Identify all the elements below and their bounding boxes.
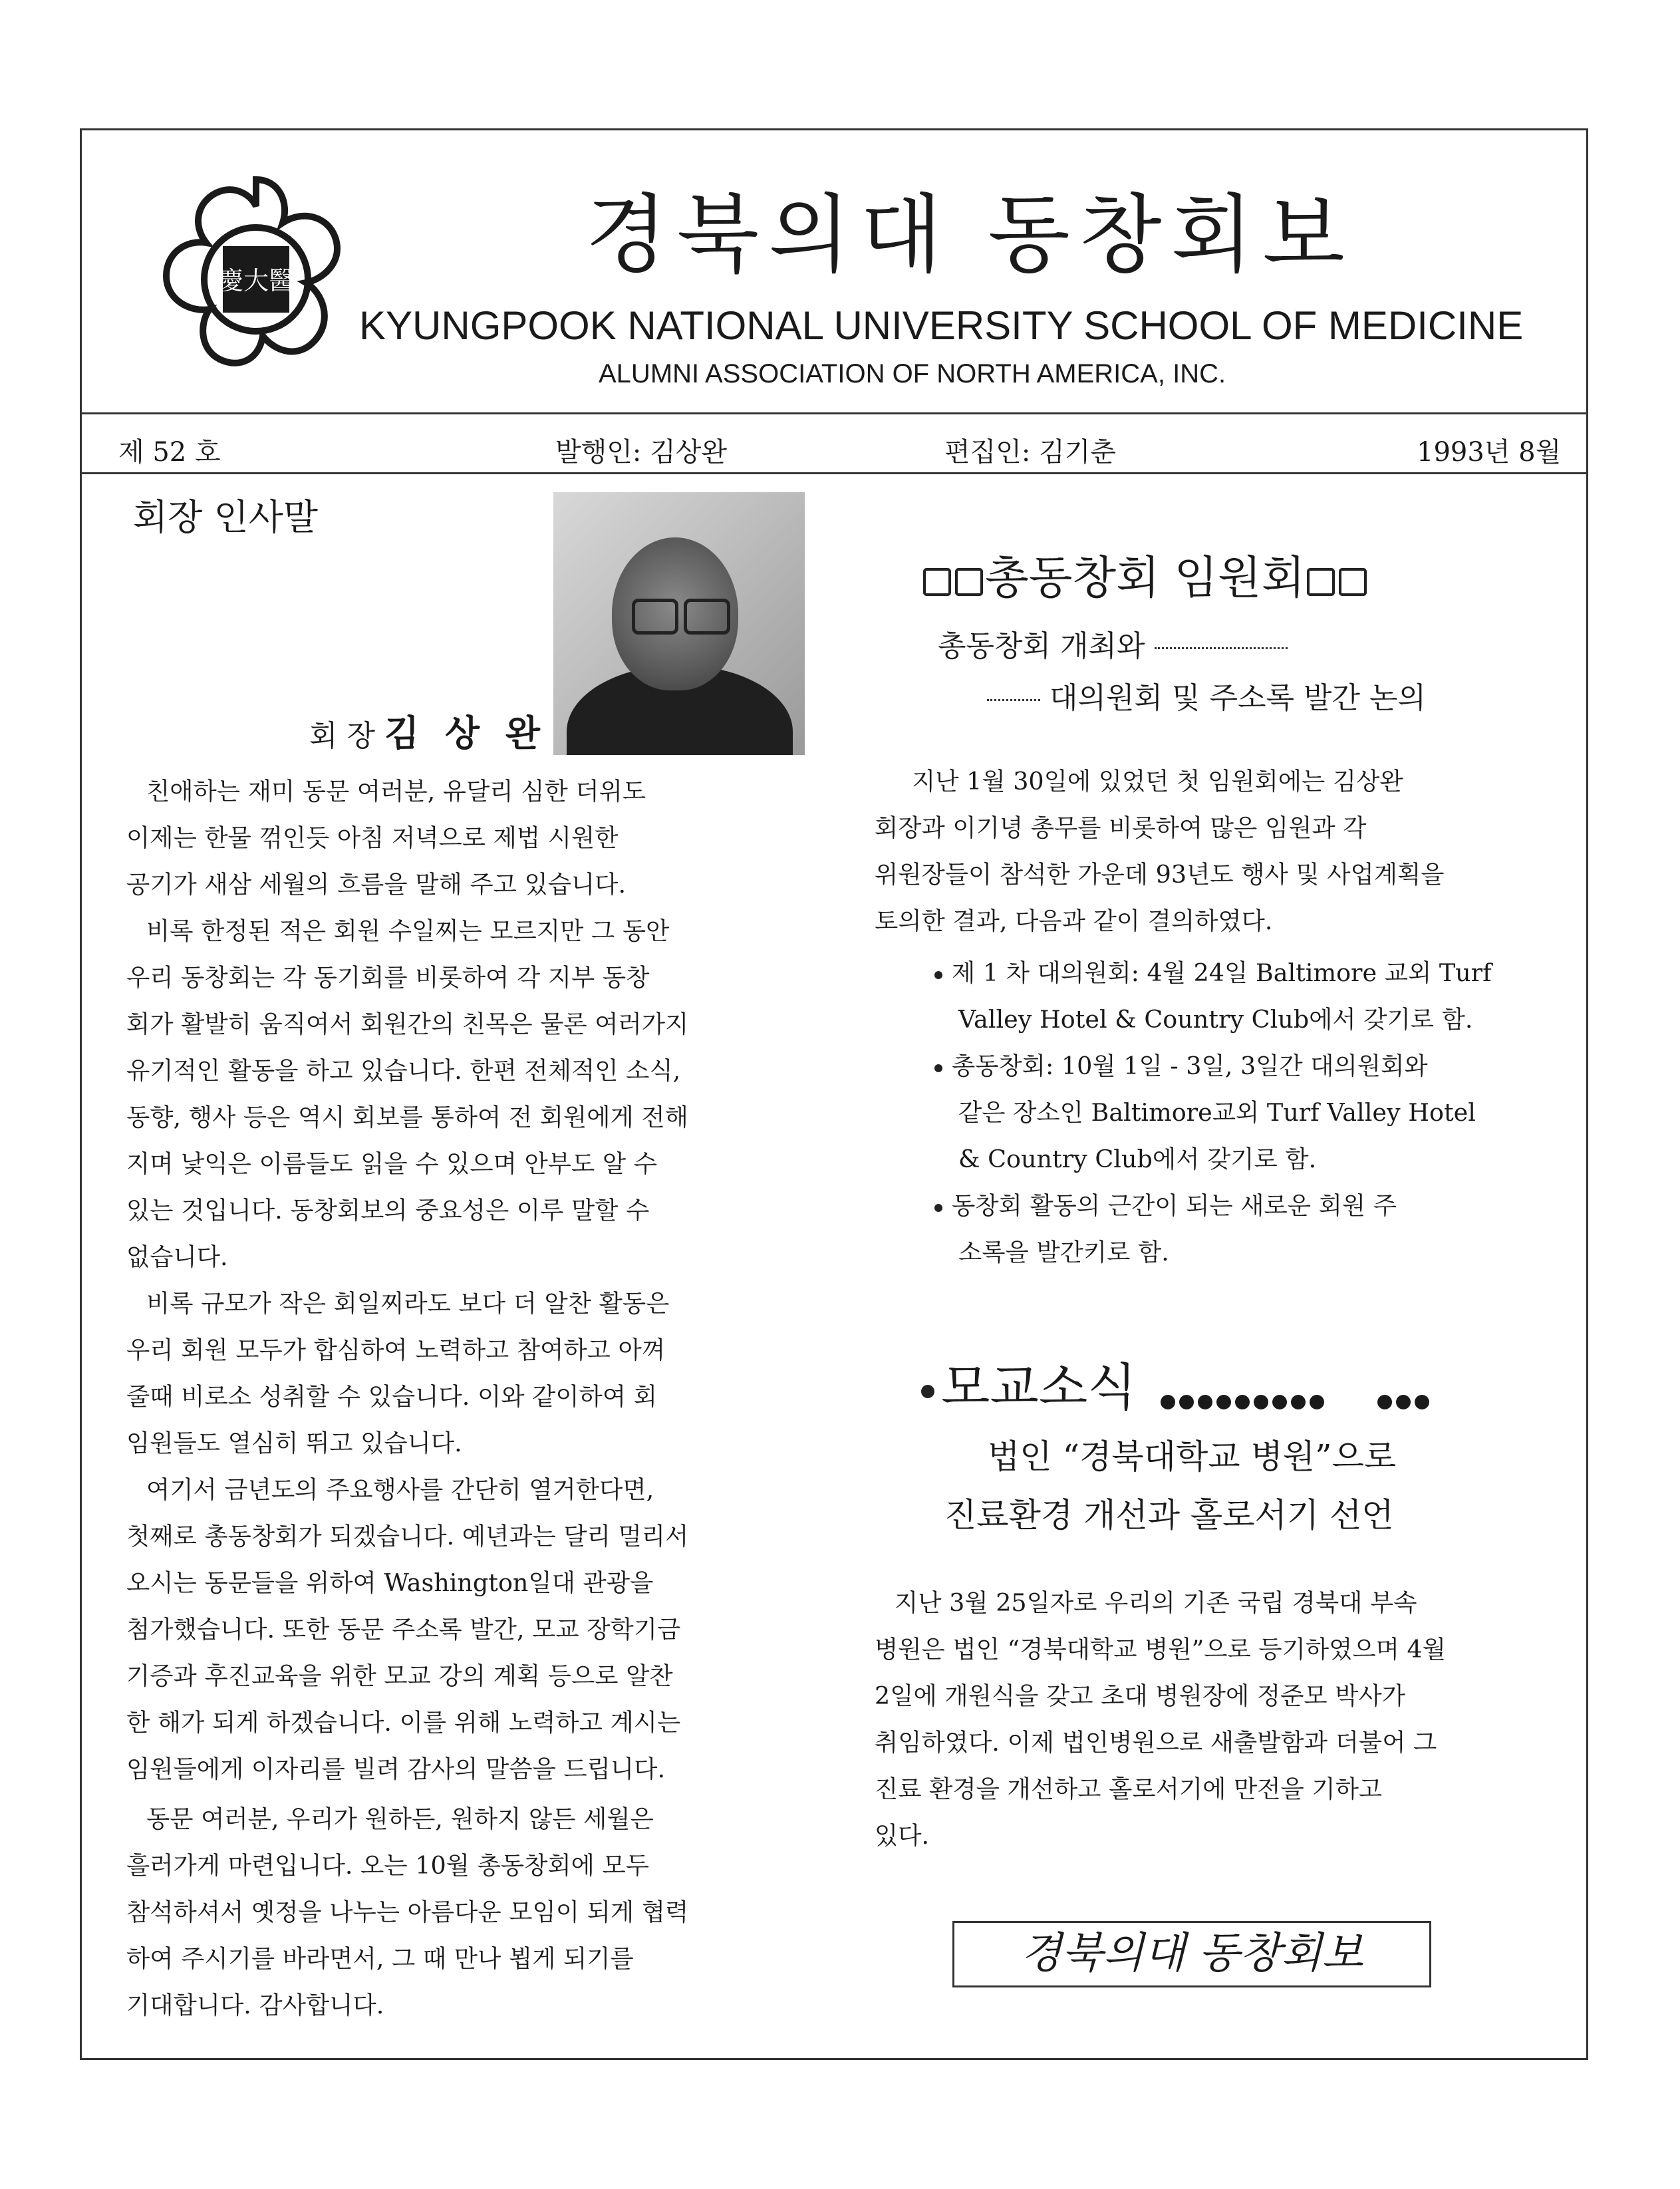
institution-name: KYUNGPOOK NATIONAL UNIVERSITY SCHOOL OF MEDICINE xyxy=(359,303,1524,348)
greeting-paragraph xyxy=(126,1796,791,2029)
author-title: 회 장 xyxy=(309,719,375,753)
bullet-icon xyxy=(934,971,942,979)
school-news-line: 취임하였다. 이제 법인병원으로 새출발함과 더불어 그 xyxy=(875,1728,1437,1757)
greeting-line: 비록 한정된 적은 회원 수일찌는 모르지만 그 동안 xyxy=(146,917,670,945)
officers-subtitle-1: 총동창회 개최와 xyxy=(938,622,1297,664)
greeting-paragraph xyxy=(126,1467,791,1793)
resolution-item xyxy=(934,1043,1476,1183)
greeting-line: 하여 주시기를 바라면서, 그 때 만나 뵙게 되기를 xyxy=(126,1944,634,1973)
greeting-line: 흘러가게 마련입니다. 오는 10월 총동창회에 모두 xyxy=(126,1851,649,1880)
greeting-paragraph xyxy=(126,768,791,908)
newsletter-stamp: 경북의대 동창회보 xyxy=(952,1921,1431,1987)
greeting-line: 기증과 후진교육을 위한 모교 강의 계획 등으로 알찬 xyxy=(126,1662,673,1690)
greeting-paragraph xyxy=(126,1280,791,1467)
author-name: 김 상 완 xyxy=(384,712,547,754)
greeting-author xyxy=(309,705,547,756)
greeting-line: 임원들도 열심히 뛰고 있습니다. xyxy=(126,1429,462,1457)
bullet-icon xyxy=(934,1204,942,1212)
school-news-title: 모교소식 xyxy=(921,1347,1433,1421)
resolution-line: & Country Club에서 갖기로 함. xyxy=(958,1145,1317,1173)
resolution-line: 제 1 차 대의원회: 4월 24일 Baltimore 교외 Turf xyxy=(952,958,1492,987)
greeting-line: 지며 낯익은 이름들도 읽을 수 있으며 안부도 알 수 xyxy=(126,1149,657,1178)
issue-date: 1993년 8월 xyxy=(1417,437,1562,468)
greeting-line: 우리 회원 모두가 합심하여 노력하고 참여하고 아껴 xyxy=(126,1336,666,1364)
bullet-icon xyxy=(934,1064,942,1072)
greeting-line: 이제는 한물 꺾인듯 아침 저녁으로 제법 시원한 xyxy=(126,823,619,852)
greeting-line: 우리 동창회는 각 동기회를 비롯하여 각 지부 동창 xyxy=(126,963,650,992)
resolution-line: 소록을 발간키로 함. xyxy=(958,1238,1169,1266)
greeting-line: 유기적인 활동을 하고 있습니다. 한편 전체적인 소식, xyxy=(126,1056,681,1085)
school-news-line: 병원은 법인 “경북대학교 병원”으로 등기하였으며 4월 xyxy=(875,1635,1446,1664)
officers-intro-line: 위원장들이 참석한 가운데 93년도 행사 및 사업계획을 xyxy=(875,860,1445,889)
university-emblem-logo xyxy=(146,166,366,386)
officers-intro xyxy=(875,758,1546,945)
editor: 편집인: 김기춘 xyxy=(944,437,1117,468)
greeting-line: 여기서 금년도의 주요행사를 간단히 열거한다면, xyxy=(146,1475,654,1504)
resolution-item xyxy=(934,1183,1397,1276)
greeting-line: 동문 여러분, 우리가 원하든, 원하지 않든 세월은 xyxy=(146,1805,654,1833)
greeting-line: 회가 활발히 움직여서 회원간의 친목은 물론 여러가지 xyxy=(126,1010,689,1038)
greeting-line: 친애하는 재미 동문 여러분, 유달리 심한 더위도 xyxy=(146,777,646,805)
greeting-line: 오시는 동문들을 위하여 Washington일대 관광을 xyxy=(126,1568,654,1597)
greeting-line: 첨가했습니다. 또한 동문 주소록 발간, 모교 장학기금 xyxy=(126,1615,681,1644)
officers-intro-line: 토의한 결과, 다음과 같이 결의하였다. xyxy=(875,907,1273,935)
officers-intro-line: 회장과 이기녕 총무를 비롯하여 많은 임원과 각 xyxy=(875,813,1367,842)
officers-section-title: 총동창회 임원회 xyxy=(921,542,1369,607)
president-photo xyxy=(553,492,805,755)
greeting-line: 참석하셔서 옛정을 나누는 아름다운 모임이 되게 협력 xyxy=(126,1898,689,1926)
meta-divider xyxy=(80,472,1588,474)
greeting-paragraph xyxy=(126,908,791,1280)
greeting-line: 동향, 행사 등은 역시 회보를 통하여 전 회원에게 전해 xyxy=(126,1103,688,1131)
issue-number: 제 52 호 xyxy=(118,437,221,468)
resolution-line: 동창회 활동의 근간이 되는 새로운 회원 주 xyxy=(952,1191,1397,1220)
newsletter-title: 경북의대 동창회보 xyxy=(585,186,1354,285)
greeting-line: 공기가 새삼 세월의 흐름을 말해 주고 있습니다. xyxy=(126,870,627,899)
school-news-line: 있다. xyxy=(875,1821,930,1850)
school-news-line: 진료 환경을 개선하고 홀로서기에 만전을 기하고 xyxy=(875,1775,1383,1803)
resolution-line: Valley Hotel & Country Club에서 갖기로 함. xyxy=(958,1005,1473,1034)
greeting-line: 첫째로 총동창회가 되겠습니다. 예년과는 달리 멀리서 xyxy=(126,1522,689,1550)
school-news-subtitle-1: 법인 “경북대학교 병원”으로 xyxy=(988,1437,1397,1476)
resolution-line: 같은 장소인 Baltimore교외 Turf Valley Hotel xyxy=(958,1098,1476,1127)
school-news-subtitle-2: 진료환경 개선과 홀로서기 선언 xyxy=(944,1496,1394,1534)
association-name: ALUMNI ASSOCIATION OF NORTH AMERICA, INC. xyxy=(599,359,1226,388)
logo-glyphs: 慶大醫 xyxy=(217,266,295,295)
greeting-heading: 회장 인사말 xyxy=(133,496,318,538)
school-news-body xyxy=(875,1580,1546,1859)
greeting-line: 한 해가 되게 하겠습니다. 이를 위해 노력하고 계시는 xyxy=(126,1708,681,1737)
officers-intro-line: 지난 1월 30일에 있었던 첫 임원회에는 김상완 xyxy=(912,767,1403,796)
publisher: 발행인: 김상완 xyxy=(555,437,728,468)
resolution-line: 총동창회: 10월 1일 - 3일, 3일간 대의원회와 xyxy=(952,1052,1428,1080)
greeting-line: 없습니다. xyxy=(126,1242,228,1271)
masthead-divider xyxy=(80,412,1588,414)
greeting-line: 비록 규모가 작은 회일찌라도 보다 더 알찬 활동은 xyxy=(146,1289,670,1318)
school-news-line: 2일에 개원식을 갖고 초대 병원장에 정준모 박사가 xyxy=(875,1681,1406,1710)
resolution-item xyxy=(934,950,1492,1043)
school-news-line: 지난 3월 25일자로 우리의 기존 국립 경북대 부속 xyxy=(895,1588,1417,1617)
officers-subtitle-2: 대의원회 및 주소록 발간 논의 xyxy=(978,674,1426,716)
greeting-line: 기대합니다. 감사합니다. xyxy=(126,1991,384,2019)
greeting-line: 줄때 비로소 성취할 수 있습니다. 이와 같이하여 회 xyxy=(126,1382,657,1411)
greeting-line: 임원들에게 이자리를 빌려 감사의 말씀을 드립니다. xyxy=(126,1755,666,1783)
greeting-line: 있는 것입니다. 동창회보의 중요성은 이루 말할 수 xyxy=(126,1196,650,1225)
